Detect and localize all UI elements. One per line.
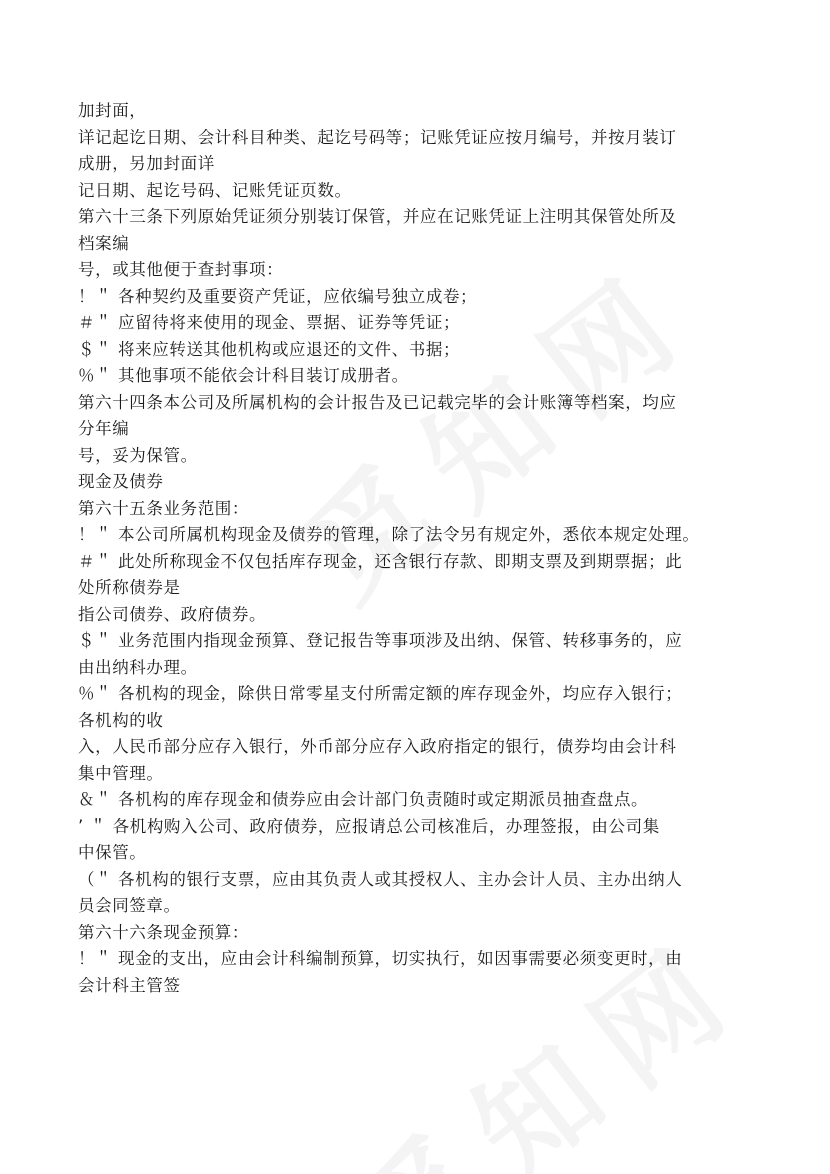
text-line: ％＂ 各机构的现金，除供日常零星支付所需定额的库存现金外，均应存入银行； [78,684,683,703]
text-line: 中保管。 [78,843,147,862]
text-line: 第六十四条本公司及所属机构的会计报告及已记载完毕的会计账簿等档案，均应 [78,392,677,412]
text-line: 处所称债券是 [78,578,181,597]
text-line: 第六十六条现金预算： [78,922,249,942]
text-line: 第六十三条下列原始凭证须分别装订保管，并应在记账凭证上注明其保管处所及 [78,207,677,226]
text-line: 各机构的收 [78,710,164,730]
text-line: ！＂ 各种契约及重要资产凭证，应依编号独立成卷； [78,286,478,306]
text-line: ！＂ 本公司所属机构现金及债券的管理，除了法令另有规定外，悉依本规定处理。 [78,525,700,544]
text-line: 第六十五条业务范围： [78,498,249,518]
text-line: ＆＂ 各机构的库存现金和债券应由会计部门负责随时或定期派员抽查盘点。 [78,790,649,809]
text-line: 指公司债券、政府债券。 [78,604,267,624]
text-line: ’ ＂ 各机构购入公司、政府债券，应报请总公司核准后，办理签报，由公司集 [78,816,660,836]
text-line: ！＂ 现金的支出，应由会计科编制预算，切实执行，如因事需要必须变更时，由 [78,949,683,968]
text-line: 由出纳科办理。 [78,657,198,677]
text-line: ＃＂ 此处所称现金不仅包括库存现金，还含银行存款、即期支票及到期票据；此 [78,551,683,571]
text-line: 员会同签章。 [78,896,181,915]
text-line: 详记起讫日期、会计科目种类、起讫号码等；记账凭证应按月编号，并按月装订 [78,127,677,147]
text-line: 号，妥为保管。 [78,445,198,465]
text-line: 成册，另加封面详 [78,154,215,173]
text-line: 入，人民币部分应存入银行，外币部分应存入政府指定的银行，债券均由会计科 [78,737,677,756]
text-line: 档案编 [78,233,130,253]
text-line: 集中管理。 [78,763,164,783]
text-line: ％＂ 其他事项不能依会计科目装订成册者。 [78,366,409,385]
text-line: 记日期、起讫号码、记账凭证页数。 [78,180,352,200]
text-line: 会计科主管签 [78,975,181,995]
text-line: 号，或其他便于查封事项： [78,260,284,279]
text-line: 现金及债券 [78,472,164,491]
text-line: 分年编 [78,419,130,438]
text-line: 加封面， [78,101,147,120]
text-line: ＃＂ 应留待将来使用的现金、票据、证券等凭证； [78,313,461,332]
document-body [78,98,758,999]
text-line: ＄＂ 业务范围内指现金预算、登记报告等事项涉及出纳、保管、转移事务的，应 [78,631,683,650]
text-line: （＂ 各机构的银行支票，应由其负责人或其授权人、主办会计人员、主办出纳人 [78,869,683,889]
text-line: ＄＂ 将来应转送其他机构或应退还的文件、书据； [78,339,461,359]
